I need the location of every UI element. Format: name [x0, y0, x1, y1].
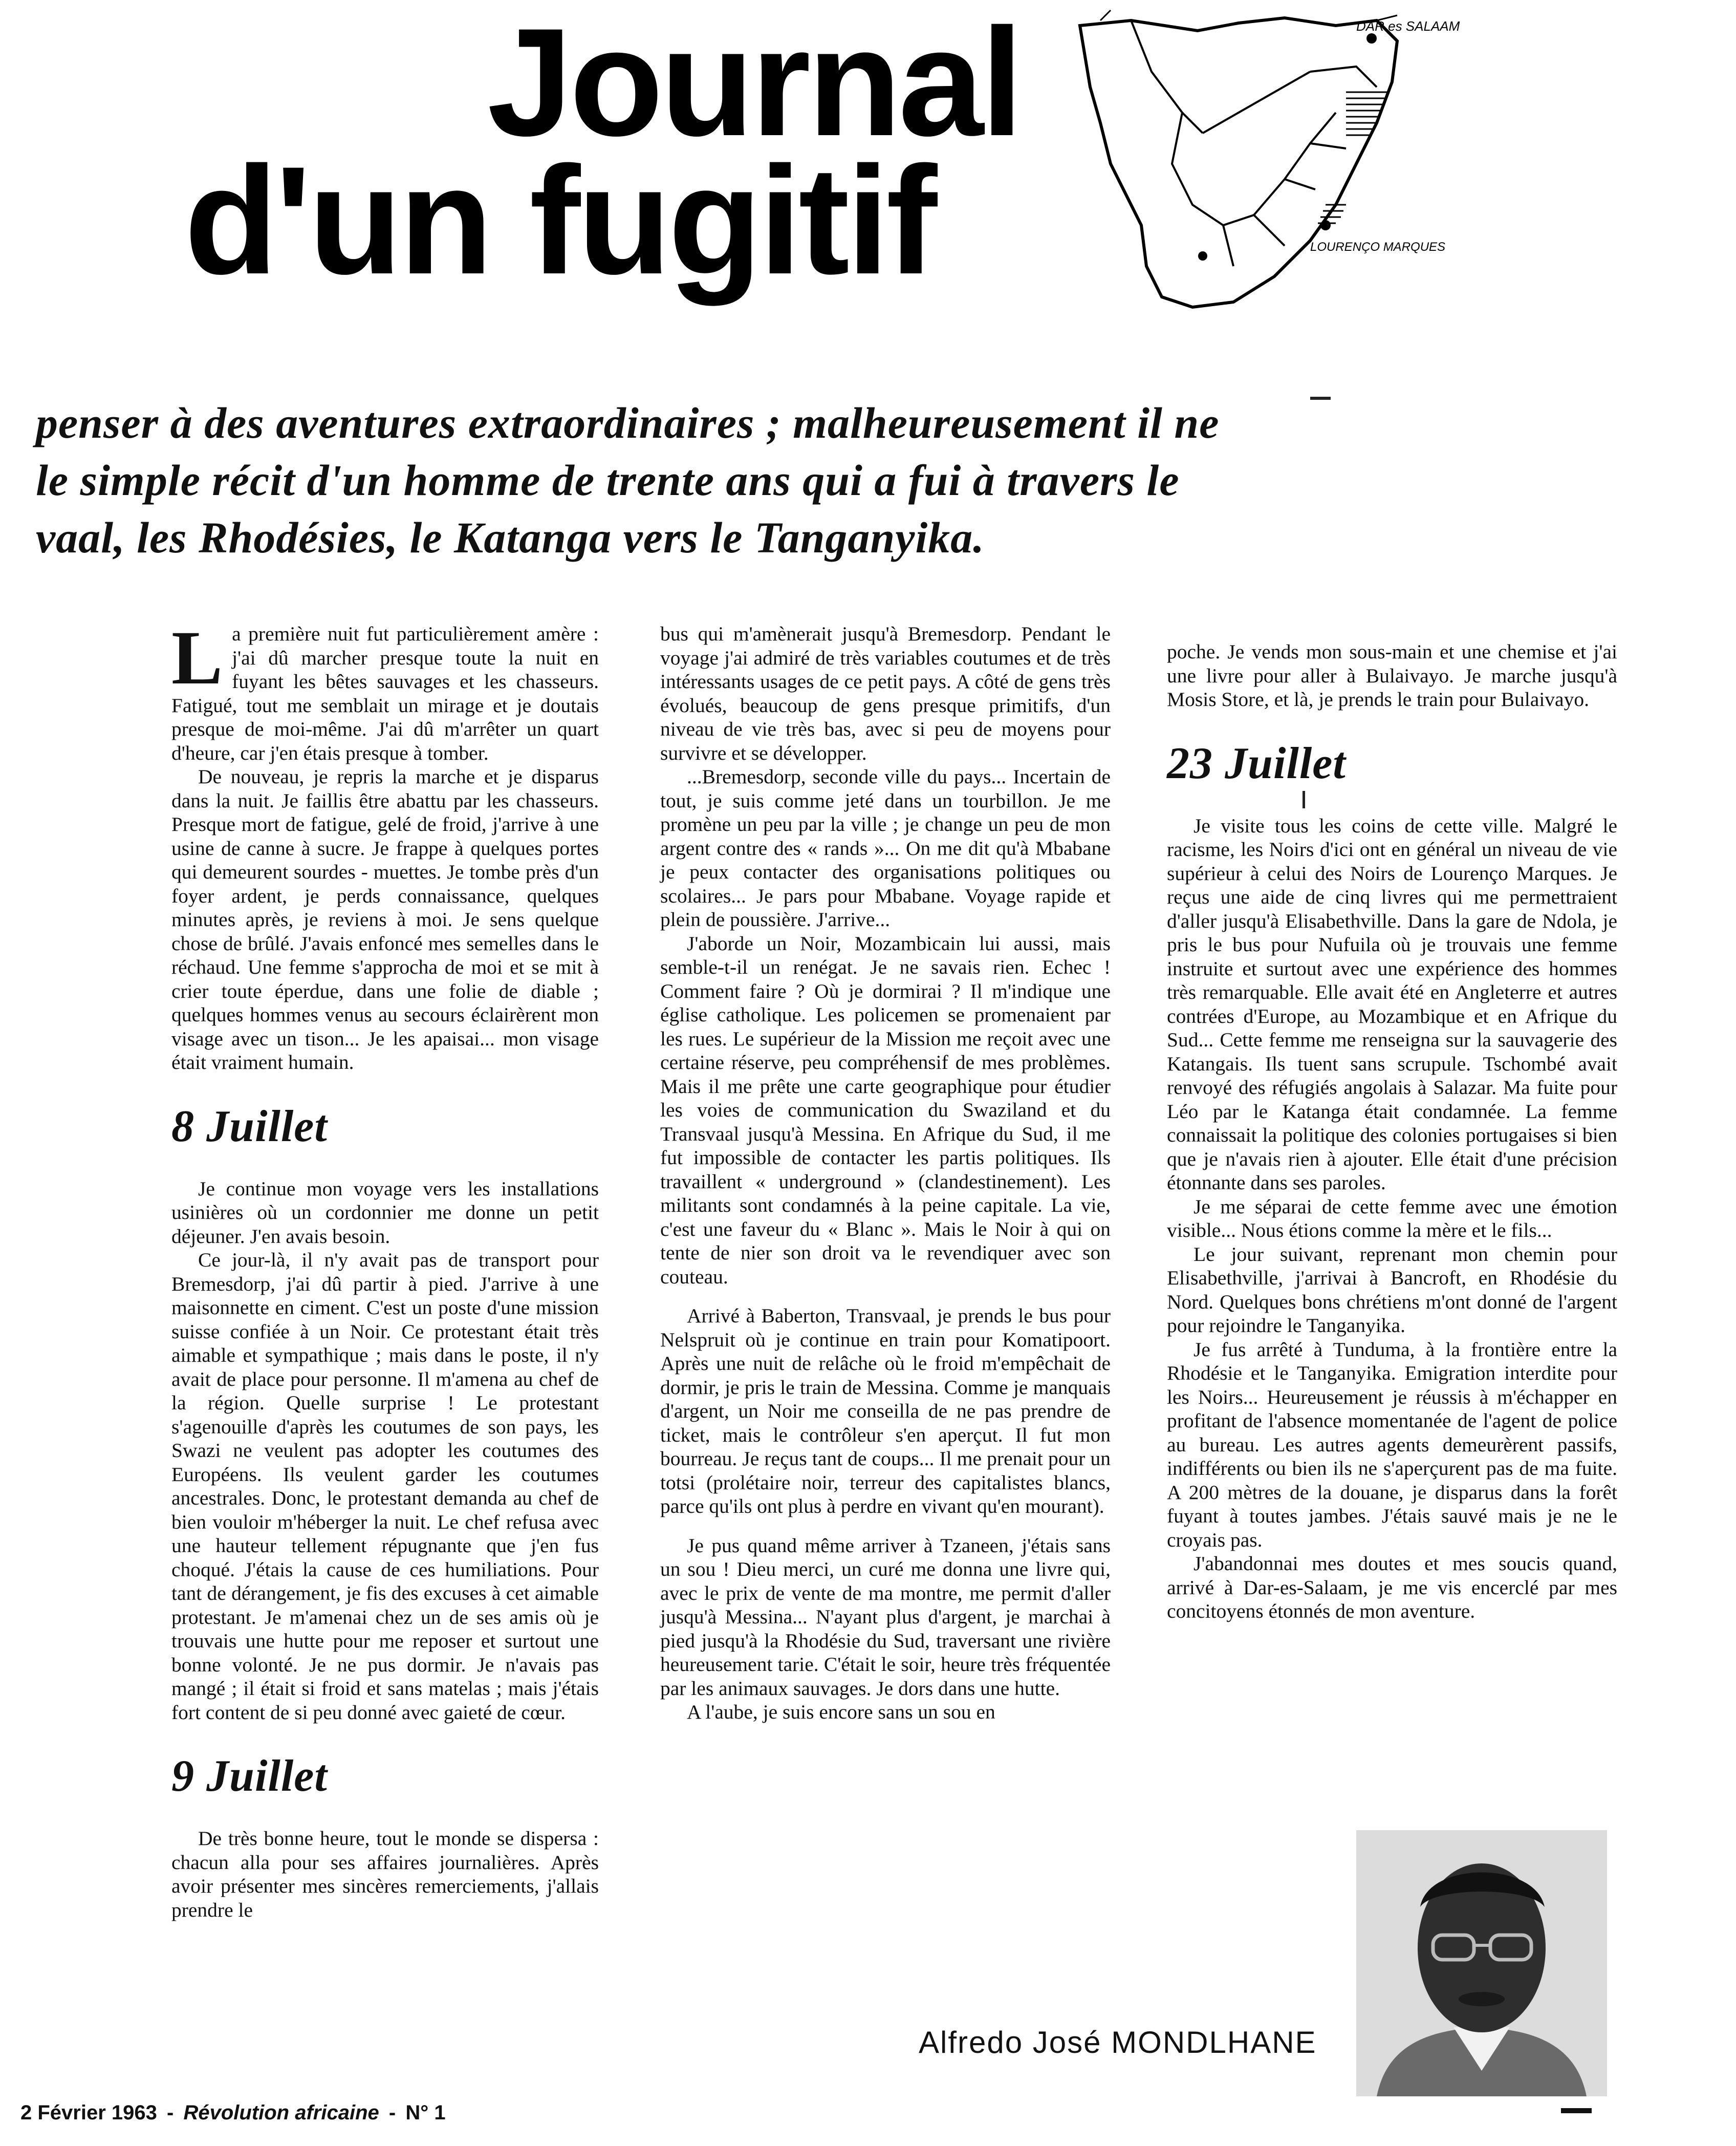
paragraph: J'abandonnai mes doutes et mes soucis quand, arrivé à Dar-es-Salaam, je me vis encerclé par mes concitoyens étonnés de mon aventure.	[1167, 1552, 1617, 1622]
paragraph: Ce jour-là, il n'y avait pas de transport pour Bremesdorp, j'ai dû partir à pied. J'arrive à une maisonnette en ciment. C'est un poste d'une mission suisse confiée à un Noir. Ce protestant était très aimable et sympathique ; mais dans le poste, il n'y avait de place pour personne. Il m'amena au chef de la région. Quelle surprise ! Le protestant s'agenouille d'après les coutumes de son pays, les Swazi ne veulent pas adopter les coutumes des Européens. Ils veulent garder les coutumes ancestrales. Donc, le protestant demanda au chef de bien vouloir m'héberger la nuit. Le chef refusa avec une hauteur tellement répugnante que j'en fus choqué. J'étais la cause de ces humiliations. Pour tant de dérangement, je fis des excuses à cet aimable protestant. Je m'amenai chez un de ses amis où je trouvais une hutte pour me reposer et surtout une bonne volonté. Je ne pus dormir. Je n'avais pas mangé ; il était si froid et sans matelas ; mais j'étais fort content de si peu donné avec gaieté de cœur.	[171, 1249, 599, 1724]
footer-date: 2 Février 1963	[20, 2101, 157, 2124]
author-portrait-photo	[1356, 1830, 1607, 2096]
map-label-dar-es-salaam: DAR es SALAAM	[1356, 18, 1460, 34]
paragraph	[171, 615, 599, 765]
map-label-lourenco-marques: LOURENÇO MARQUES	[1310, 240, 1446, 254]
date-heading-9-juillet: 9 Juillet	[171, 1751, 328, 1801]
paragraph: J'aborde un Noir, Mozambicain lui aussi, mais semble-t-il un renégat. Je ne savais rien. Echec ! Comment faire ? Où je dormirai ? Il m'indique une église catholique. Les policemen se promenaient par les rues. Le supérieur de la Mission me reçoit avec une certaine réserve, peu compréhensif de mes problèmes. Mais il me prête une carte geographique pour étudier les voies de communication du Swaziland et du Transvaal jusqu'à Messina. En Afrique du Sud, il me fut impossible de contacter les partis politiques. Ils travaillent « underground » (clandestinement). Les militants sont condamnés à la peine capitale. La vie, c'est une faveur du « Blanc ». Mais le Noir à qui on tente de nier son droit va le revendiquer avec son couteau.	[660, 932, 1111, 1288]
article-column-2	[660, 622, 1111, 1724]
lead-line-2: le simple récit d'un homme de trente ans qui a fui à travers le	[36, 456, 1180, 505]
author-name: Alfredo José MONDLHANE	[919, 2025, 1317, 2059]
portrait-illustration	[1356, 1830, 1607, 2096]
article-column-1	[171, 615, 599, 1922]
lead-line-3: vaal, les Rhodésies, le Katanga vers le Tanganyika.	[36, 513, 985, 562]
route-map	[1070, 10, 1460, 317]
paragraph: A l'aube, je suis encore sans un sou en	[687, 1701, 995, 1723]
paragraph-text: a première nuit fut particulièrement amère : j'ai dû marcher presque toute la nuit en fuyant les bêtes sauvages et les chasseurs. Fatigué, tout me semblait un mirage et je doutais presque de moi-même. J'ai dû m'arrêter un quart d'heure, car j'en étais presque à tomber.	[171, 623, 599, 764]
footer-issue: N° 1	[405, 2101, 446, 2124]
drop-cap: L	[171, 615, 223, 700]
paragraph: ...Bremesdorp, seconde ville du pays... Incertain de tout, je suis comme jeté dans un tourbillon. Je me promène un peu par la ville ; je change un peu de mon argent contre des « rands »... On me dit qu'à Mbabane je peux contacter des organisations politiques ou scolaires... Je pars pour Mbabane. Voyage rapide et plein de poussière. J'arrive...	[660, 765, 1111, 931]
paragraph: De très bonne heure, tout le monde se dispersa : chacun alla pour ses affaires journalières. Après avoir présenter mes sincères remerciements, j'allais prendre le	[171, 1827, 599, 1921]
paragraph: Le jour suivant, reprenant mon chemin pour Elisabethville, j'arrivai à Bancroft, en Rhodésie du Nord. Quelques bons chrétiens m'ont donné de l'argent pour rejoindre le Tanganyika.	[1167, 1242, 1617, 1337]
scan-mark	[1310, 397, 1331, 400]
paragraph: Je visite tous les coins de cette ville. Malgré le racisme, les Noirs d'ici ont en général un niveau de vie supérieur à celui des Noirs de Lourenço Marques. Je reçus une aide de cinq livres qui me permettraient d'aller jusqu'à Elisabethville. Dans la gare de Ndola, je pris le bus pour Nufuila où je trouvais une femme instruite et surtout avec une expérience des hommes très remarquable. Elle avait été en Angleterre et autres contrées d'Europe, au Mozambique et en Afrique du Sud... Cette femme me renseigna sur la sauvagerie des Katangais. Ils tuent sans scrupule. Tschombé avait renvoyé des réfugiés angolais à Salazar. Ma fuite pour Léo par le Katanga était condamnée. La femme connaissait la politique des colonies portugaises si bien que je n'avais rien à ajouter. Elle était d'une précision étonnante dans ses paroles.	[1167, 814, 1617, 1194]
paragraph: poche. Je vends mon sous-main et une chemise et j'ai une livre pour aller à Bulaivayo. Je marche jusqu'à Mosis Store, et là, je prends le train pour Bulaivayo.	[1167, 640, 1617, 711]
paragraph: Je continue mon voyage vers les installations usinières où un cordonnier me donne un petit déjeuner. J'en avais besoin.	[171, 1177, 599, 1248]
article-column-3	[1167, 640, 1617, 1623]
lead-line-1: penser à des aventures extraordinaires ; malheureusement il ne	[36, 398, 1220, 447]
paragraph: Je fus arrêté à Tunduma, à la frontière entre la Rhodésie et le Tanganyika. Emigration interdite pour les Noirs... Heureusement je réussis à m'échapper en profitant de l'absence momentanée de l'agent de police au bureau. Les autres agents demeurèrent passifs, indifférents ou bien ils ne s'aperçurent pas de ma fuite. A 200 mètres de la douane, je disparus dans la forêt fuyant à toutes jambes. J'étais sauvé mais je ne le croyais pas.	[1167, 1338, 1617, 1551]
page-footer	[20, 2101, 450, 2124]
scan-mark	[1561, 2108, 1592, 2113]
article-title-line-1: Journal	[487, 0, 1021, 168]
date-heading-23-juillet: 23 Juillet	[1167, 738, 1346, 788]
paragraph: Je me séparai de cette femme avec une émotion visible... Nous étions comme la mère et le fils...	[1167, 1195, 1617, 1241]
footer-publication: Révolution africaine	[183, 2101, 379, 2124]
article-title-line-2: d'un fugitif	[184, 134, 935, 306]
scan-mark	[1303, 791, 1305, 808]
southern-africa-map-illustration	[1070, 10, 1460, 317]
paragraph: Je pus quand même arriver à Tzaneen, j'étais sans un sou ! Dieu merci, un curé me donna une livre qui, avec le prix de vente de ma montre, me permit d'aller jusqu'à Messina... N'ayant plus d'argent, je marchai à pied jusqu'à la Rhodésie du Sud, traversant une rivière heureusement tarie. C'était le soir, heure très fréquentée par les animaux sauvages. Je dors dans une hutte.	[660, 1534, 1111, 1700]
paragraph: Arrivé à Baberton, Transvaal, je prends le bus pour Nelspruit où je continue en train pour Komatipoort. Après une nuit de relâche où le froid m'empêchait de dormir, je pris le train de Messina. Comme je manquais d'argent, un Noir me conseilla de ne pas prendre de ticket, mais le contrôleur s'en aperçut. Il fut mon bourreau. Je reçus tant de coups... Il me prenait pour un totsi (prolétaire noir, terreur des capitalistes blancs, parce qu'ils ont plus à perdre en vivant qu'en mourant).	[660, 1304, 1111, 1517]
article-lead	[36, 394, 1346, 566]
footer-separator: -	[167, 2101, 174, 2124]
paragraph: De nouveau, je repris la marche et je disparus dans la nuit. Je faillis être abattu par les chasseurs. Presque mort de fatigue, gelé de froid, j'arrive à une usine de canne à sucre. Je frappe à quelques portes qui demeurent sourdes - muettes. Je tombe près d'un foyer ardent, je perds connaissance, quelques minutes après, je reviens à moi. Je sens quelque chose de brûlé. J'avais enfoncé mes semelles dans le réchaud. Une femme s'approcha de moi et se mit à crier toute éperdue, dans une folie de diable ; quelques hommes venus au secours éclairèrent mon visage avec un tison... Je les apaisai... mon visage était vraiment humain.	[171, 765, 599, 1074]
footer-separator: -	[388, 2101, 396, 2124]
paragraph: bus qui m'amènerait jusqu'à Bremesdorp. Pendant le voyage j'ai admiré de très variables coutumes et de très intéressants usages de ce petit pays. A côté de gens très évolués, beaucoup de gens presque primitifs, d'un niveau de vie très bas, avec si peu de moyens pour survivre et se développer.	[660, 623, 1111, 764]
date-heading-8-juillet: 8 Juillet	[171, 1101, 328, 1151]
